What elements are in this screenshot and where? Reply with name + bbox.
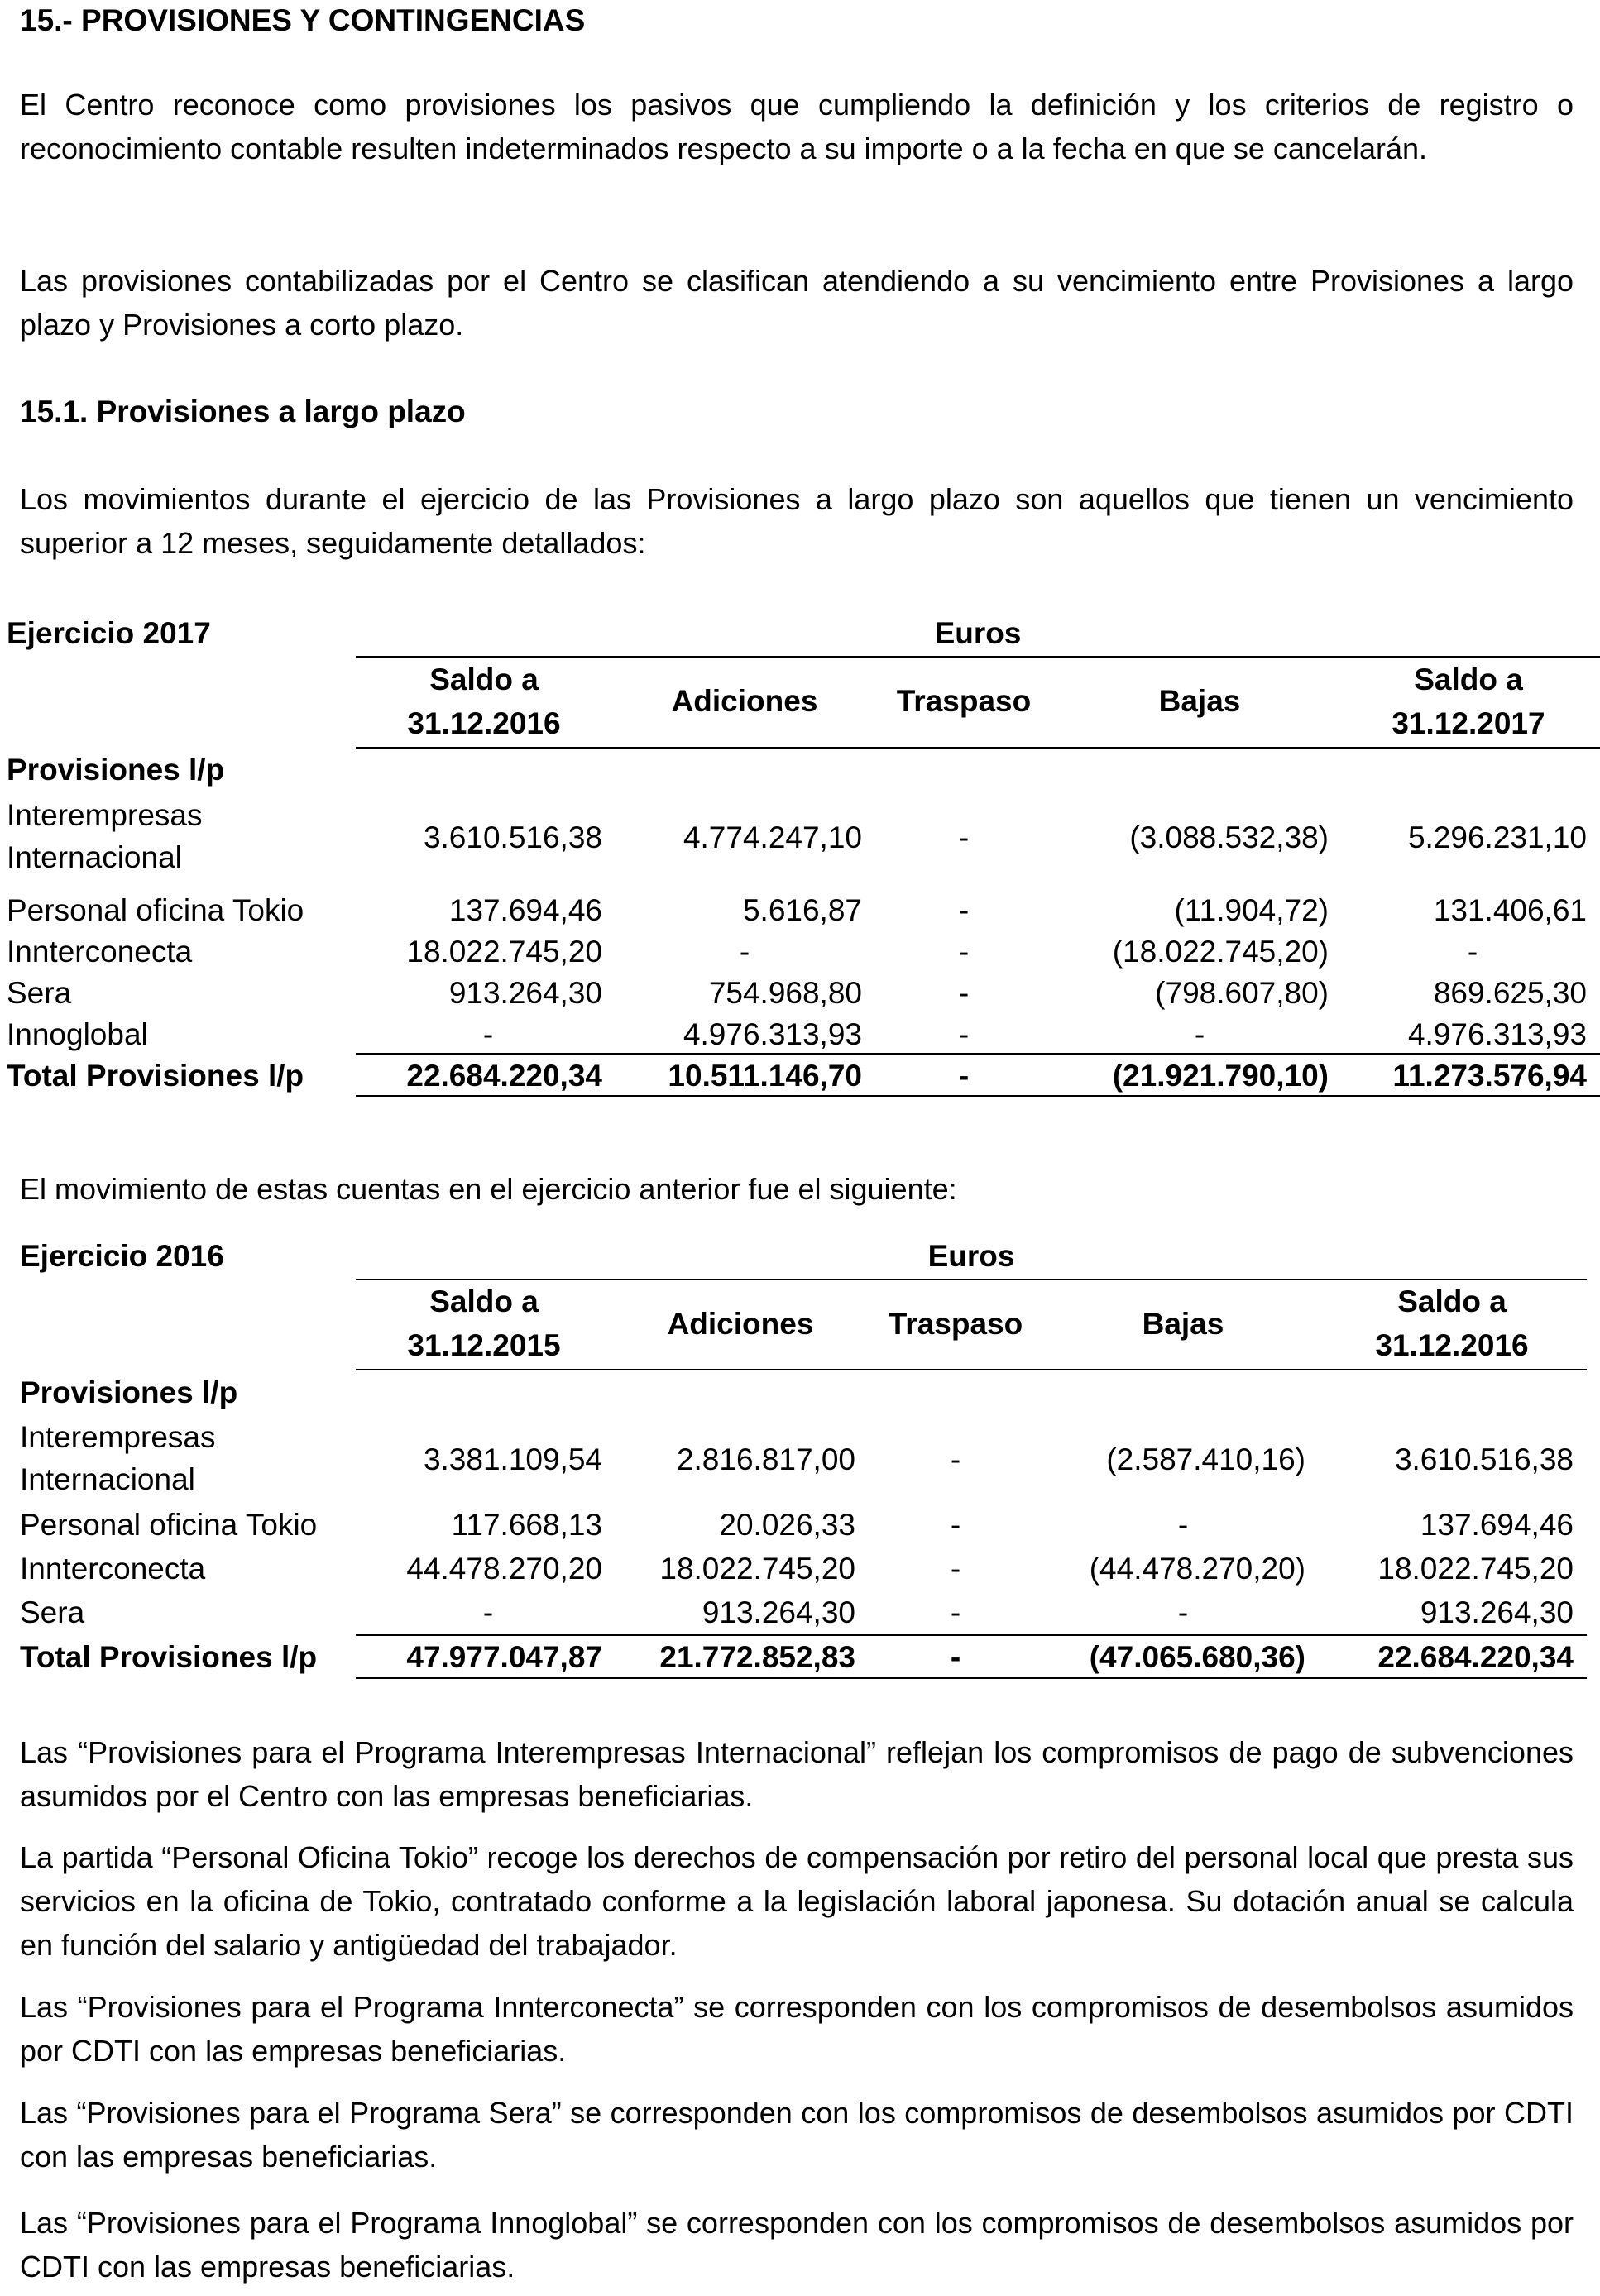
paragraph-previous-year-intro: El movimiento de estas cuentas en el ejercicio anterior fue el siguiente: — [20, 1172, 957, 1206]
cell-traspaso: - — [958, 1017, 970, 1051]
cell-bajas: (2.587.410,16) — [1106, 1442, 1305, 1476]
cell-adiciones: 2.816.817,00 — [676, 1442, 855, 1476]
row-label: Innterconecta — [7, 935, 193, 969]
col-header-saldo-final-line1: Saldo a — [1414, 662, 1523, 696]
col-header-bajas: Bajas — [1142, 1307, 1224, 1341]
row-label: Personal oficina Tokio — [7, 893, 304, 927]
cell-bajas: (18.022.745,20) — [1112, 935, 1329, 969]
total-bajas: (47.065.680,36) — [1089, 1640, 1305, 1674]
paragraph-movements-intro: Los movimientos durante el ejercicio de las Provisiones a largo plazo son aquellos que tienen un vencimiento superior a 12 meses, seguidamente detallados: — [20, 482, 1574, 560]
row-label: Sera — [20, 1595, 85, 1629]
cell-saldo-final: 869.625,30 — [1433, 976, 1587, 1010]
paragraph-tokio-note: La partida “Personal Oficina Tokio” recoge los derechos de compensación por retiro del personal local que presta sus servicios en la oficina de Tokio, contratado conforme a la legislación laboral japonesa. Su dotación anual se calcula en función del salario y antigüedad del trabajador. — [20, 1840, 1574, 1962]
cell-traspaso: - — [950, 1508, 961, 1542]
row-label: Personal oficina Tokio — [20, 1508, 318, 1542]
total-traspaso: - — [958, 1059, 970, 1093]
cell-bajas: (3.088.532,38) — [1129, 820, 1329, 854]
cell-adiciones: - — [739, 935, 750, 969]
section-label: Provisiones l/p — [20, 1375, 238, 1409]
cell-bajas: (11.904,72) — [1174, 893, 1329, 927]
cell-saldo-inicial: 18.022.745,20 — [406, 935, 602, 969]
total-row-label: Total Provisiones l/p — [20, 1640, 318, 1674]
cell-saldo-inicial: - — [482, 1595, 494, 1629]
col-header-saldo-inicial-line2: 31.12.2015 — [407, 1328, 561, 1362]
cell-traspaso: - — [950, 1552, 961, 1586]
table-currency-header: Euros — [927, 1239, 1015, 1273]
total-traspaso: - — [950, 1640, 961, 1674]
cell-adiciones: 5.616,87 — [742, 893, 862, 927]
cell-traspaso: - — [950, 1595, 961, 1629]
paragraph-innoglobal-note: Las “Provisiones para el Programa Innoglobal” se corresponden con los compromisos de desembolsos asumidos por CDTI con las empresas beneficiarias. — [20, 2206, 1574, 2284]
total-rule — [356, 1634, 1587, 1636]
table-year-label: Ejercicio 2017 — [7, 616, 211, 650]
table-year-label: Ejercicio 2016 — [20, 1239, 224, 1273]
row-label: Innterconecta — [20, 1552, 206, 1586]
cell-bajas: - — [1194, 1017, 1205, 1051]
table-currency-header: Euros — [934, 616, 1022, 650]
cell-adiciones: 18.022.745,20 — [659, 1552, 855, 1586]
cell-traspaso: - — [958, 820, 970, 854]
section-label: Provisiones l/p — [7, 753, 225, 787]
header-bottom-rule — [356, 747, 1600, 749]
col-header-saldo-inicial-line1: Saldo a — [429, 662, 539, 696]
cell-saldo-final: 913.264,30 — [1420, 1595, 1574, 1629]
paragraph-provisiones-definition: El Centro reconoce como provisiones los pasivos que cumpliendo la definición y los criterios de registro o reconocimiento contable resulten indeterminados respecto a su importe o a la fecha en que se cancelarán. — [20, 88, 1574, 165]
section-title: 15.- PROVISIONES Y CONTINGENCIAS — [20, 3, 586, 37]
row-label: Interempresas — [20, 1420, 216, 1454]
cell-traspaso: - — [958, 935, 970, 969]
total-adiciones: 10.511.146,70 — [668, 1059, 862, 1093]
cell-traspaso: - — [950, 1442, 961, 1476]
col-header-saldo-final-line2: 31.12.2016 — [1375, 1328, 1529, 1362]
cell-saldo-final: 4.976.313,93 — [1407, 1017, 1587, 1051]
total-bajas: (21.921.790,10) — [1112, 1059, 1329, 1093]
cell-saldo-inicial: 137.694,46 — [448, 893, 602, 927]
paragraph-provisiones-classification: Las provisiones contabilizadas por el Centro se clasifican atendiendo a su vencimiento entre Provisiones a largo plazo y Provisiones a corto plazo. — [20, 264, 1574, 342]
cell-adiciones: 20.026,33 — [719, 1508, 855, 1542]
row-label: Interempresas — [7, 798, 203, 832]
col-header-adiciones: Adiciones — [671, 684, 818, 718]
total-saldo-inicial: 22.684.220,34 — [406, 1059, 602, 1093]
col-header-saldo-final-line1: Saldo a — [1397, 1284, 1507, 1318]
row-label-line2: Internacional — [20, 1462, 195, 1496]
cell-saldo-inicial: 3.381.109,54 — [423, 1442, 602, 1476]
row-label: Innoglobal — [7, 1017, 148, 1051]
cell-saldo-final: 18.022.745,20 — [1377, 1552, 1574, 1586]
cell-bajas: (44.478.270,20) — [1089, 1552, 1305, 1586]
cell-adiciones: 4.774.247,10 — [683, 820, 862, 854]
total-saldo-inicial: 47.977.047,87 — [406, 1640, 602, 1674]
cell-traspaso: - — [958, 976, 970, 1010]
cell-saldo-final: 131.406,61 — [1433, 893, 1587, 927]
total-underline — [356, 1677, 1587, 1679]
cell-saldo-final: 3.610.516,38 — [1394, 1442, 1574, 1476]
total-row-label: Total Provisiones l/p — [7, 1059, 304, 1093]
cell-adiciones: 913.264,30 — [702, 1595, 855, 1629]
paragraph-innterconecta-note: Las “Provisiones para el Programa Innterconecta” se corresponden con los compromisos de desembolsos asumidos por CDTI con las empresas beneficiarias. — [20, 1990, 1574, 2068]
cell-traspaso: - — [958, 893, 970, 927]
row-label: Sera — [7, 976, 72, 1010]
col-header-bajas: Bajas — [1158, 684, 1241, 718]
cell-adiciones: 754.968,80 — [708, 976, 862, 1010]
col-header-traspaso: Traspaso — [888, 1307, 1023, 1341]
col-header-saldo-inicial-line2: 31.12.2016 — [407, 706, 561, 740]
cell-saldo-inicial: 44.478.270,20 — [406, 1552, 602, 1586]
cell-saldo-inicial: - — [482, 1017, 494, 1051]
cell-saldo-inicial: 913.264,30 — [448, 976, 602, 1010]
cell-bajas: (798.607,80) — [1155, 976, 1329, 1010]
header-rule — [356, 656, 1600, 658]
cell-saldo-final: - — [1467, 935, 1478, 969]
col-header-traspaso: Traspaso — [896, 684, 1032, 718]
total-adiciones: 21.772.852,83 — [659, 1640, 855, 1674]
col-header-adiciones: Adiciones — [667, 1307, 814, 1341]
total-saldo-final: 11.273.576,94 — [1392, 1059, 1587, 1093]
total-rule — [356, 1053, 1600, 1055]
cell-saldo-inicial: 3.610.516,38 — [423, 820, 602, 854]
row-label-line2: Internacional — [7, 840, 182, 874]
total-saldo-final: 22.684.220,34 — [1377, 1640, 1574, 1674]
subsection-title: 15.1. Provisiones a largo plazo — [20, 395, 466, 428]
col-header-saldo-final-line2: 31.12.2017 — [1392, 706, 1545, 740]
total-underline — [356, 1095, 1600, 1097]
header-rule — [356, 1279, 1587, 1280]
cell-bajas: - — [1177, 1508, 1189, 1542]
cell-saldo-final: 5.296.231,10 — [1407, 820, 1587, 854]
cell-bajas: - — [1177, 1595, 1189, 1629]
col-header-saldo-inicial-line1: Saldo a — [429, 1284, 539, 1318]
cell-adiciones: 4.976.313,93 — [683, 1017, 862, 1051]
cell-saldo-inicial: 117.668,13 — [451, 1508, 602, 1542]
header-bottom-rule — [356, 1369, 1587, 1370]
paragraph-sera-note: Las “Provisiones para el Programa Sera” se corresponden con los compromisos de desembolsos asumidos por CDTI con las empresas beneficiarias. — [20, 2096, 1574, 2174]
paragraph-interempresas-note: Las “Provisiones para el Programa Interempresas Internacional” reflejan los compromisos de pago de subvenciones asumidos por el Centro con las empresas beneficiarias. — [20, 1735, 1574, 1813]
cell-saldo-final: 137.694,46 — [1420, 1508, 1574, 1542]
